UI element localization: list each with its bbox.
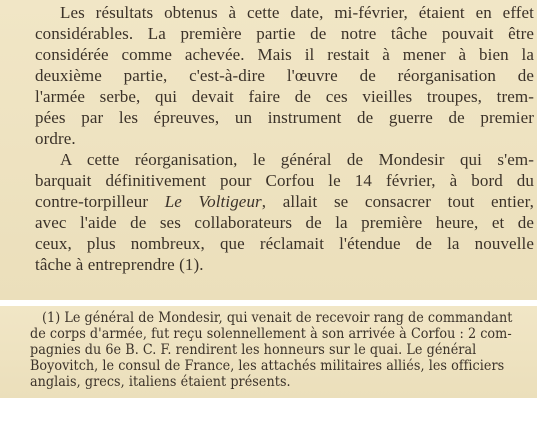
text-line: l'armée serbe, qui devait faire de ces vieilles troupes, trem- bbox=[35, 87, 534, 106]
footnote-line: pagnies du 6e B. C. F. rendirent les honneurs sur le quai. Le général bbox=[30, 342, 477, 358]
text-line: ceux, plus nombreux, que réclamait l'étendue de la nouvelle bbox=[35, 234, 534, 253]
text-line: tâche à entreprendre (1). bbox=[35, 255, 204, 274]
footnote-line: anglais, grecs, italiens étaient présents. bbox=[30, 374, 291, 390]
text-line: pées par les épreuves, un instrument de guerre de premier bbox=[35, 108, 534, 127]
text-line: avec l'aide de ses collaborateurs de la première heure, et de bbox=[35, 213, 534, 232]
footnote-line: (1) Le général de Mondesir, qui venait de recevoir rang de commandant bbox=[42, 310, 513, 326]
text-line: barquait définitivement pour Corfou le 14 février, à bord du bbox=[35, 171, 534, 190]
text-line: considérables. La première partie de notre tâche pouvait être bbox=[35, 24, 534, 43]
ship-name: Le Voltigeur bbox=[164, 192, 262, 211]
footnote-line: Boyovitch, le consul de France, les attachés militaires alliés, les officiers bbox=[30, 358, 505, 374]
text-line: ordre. bbox=[35, 129, 76, 148]
text-line: deuxième partie, c'est-à-dire l'œuvre de réorganisation de bbox=[35, 66, 534, 85]
footnote-line: de corps d'armée, fut reçu solennellement à son arrivée à Corfou : 2 com- bbox=[30, 326, 512, 342]
page-gap bbox=[0, 398, 537, 424]
footnote-block bbox=[0, 306, 537, 398]
text-line: considérée comme achevée. Mais il restait à mener à bien la bbox=[35, 45, 534, 64]
text-line: Les résultats obtenus à cette date, mi-février, étaient en effet bbox=[60, 3, 534, 22]
text-line: A cette réorganisation, le général de Mondesir qui s'em- bbox=[60, 150, 534, 169]
text-span: contre-torpilleur bbox=[35, 192, 165, 211]
text-span: , allait se consacrer tout entier, bbox=[261, 192, 534, 211]
